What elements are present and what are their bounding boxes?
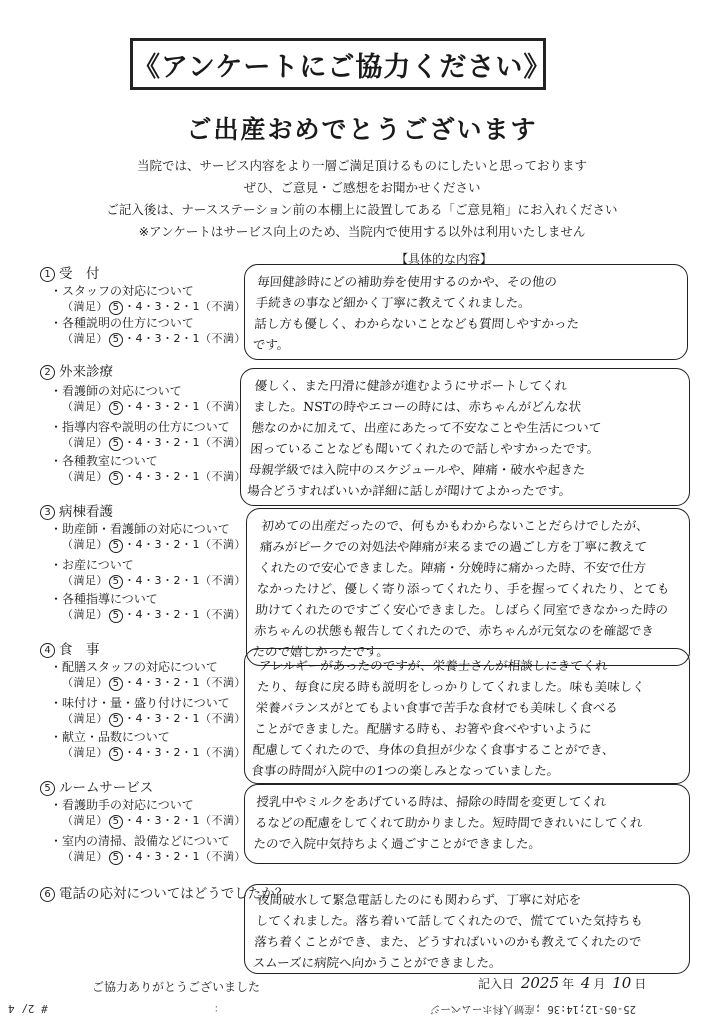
section-3-comment-box[interactable] xyxy=(246,508,690,666)
date-day: 10 xyxy=(612,974,632,992)
survey-title: 《アンケートにご協力ください》 xyxy=(130,38,546,90)
comment-line: 場合どうすればいいか詳細に話しが聞けてよかったです。 xyxy=(246,483,572,498)
section-4-title: 4 食 事 xyxy=(40,638,100,658)
comment-line: 話し方も優しく、わからないことなども質問しやすかった xyxy=(253,316,580,331)
section-5-title: 5 ルームサービス xyxy=(40,776,153,796)
comment-line: 痛みがピークでの対処法や陣痛が来るまでの過ごし方を丁寧に教えて xyxy=(259,539,648,554)
comment-line: 食事の時間が入院中の1つの楽しみとなっていました。 xyxy=(250,763,560,778)
section-number: 4 xyxy=(40,643,55,658)
section-4-item-3: ・献立・品数について xyxy=(50,730,170,744)
selected-rating: 5 xyxy=(109,575,123,589)
rating-scale[interactable]: （満足） 5 ・4・3・2・1（不満） xyxy=(62,712,246,725)
rating-scale[interactable]: （満足） 5 ・4・3・2・1（不満） xyxy=(62,608,246,621)
page-number-mark: # 2/ 4 xyxy=(8,1002,48,1015)
comment-line: るなどの配慮をしてくれて助かりました。短時間できれいにしてくれ xyxy=(254,815,644,830)
section-number: 2 xyxy=(40,365,55,380)
rating-scale[interactable]: （満足） 5 ・4・3・2・1（不満） xyxy=(62,814,246,827)
comment-line: アレルギーがあったのですが、栄養士さんが相談しにきてくれ xyxy=(258,658,609,673)
date-month: 4 xyxy=(580,974,591,992)
footer-thanks: ご協力ありがとうございました xyxy=(92,980,261,994)
selected-rating: 5 xyxy=(109,401,123,415)
section-number: 3 xyxy=(40,505,55,520)
section-2-comment-box[interactable] xyxy=(240,368,690,506)
section-1-comment-box[interactable] xyxy=(244,264,688,360)
selected-rating: 5 xyxy=(109,471,123,485)
comment-line: なかったけど、優しく寄り添ってくれたり、手を握ってくれたり、とても xyxy=(256,581,671,596)
congrats-heading: ご出産おめでとうございます xyxy=(186,115,538,144)
section-3-item-3: ・各種指導について xyxy=(50,592,158,606)
section-4-item-2: ・味付け・量・盛り付けについて xyxy=(50,696,230,710)
comment-line: 授乳中やミルクをあげている時は、掃除の時間を変更してくれ xyxy=(255,794,607,809)
comment-line: です。 xyxy=(252,337,290,352)
comment-line: 配慮してくれたので、身体の負担が少なく食事することができ、 xyxy=(252,742,616,757)
selected-rating: 5 xyxy=(109,851,123,865)
section-1-item-1: ・スタッフの対応について xyxy=(50,284,194,298)
comment-line: 手続きの事など細かく丁寧に教えてくれました。 xyxy=(255,295,532,310)
selected-rating: 5 xyxy=(109,437,123,451)
rating-scale[interactable]: （満足） 5 ・4・3・2・1（不満） xyxy=(62,470,246,483)
comment-line: 初めての出産だったので、何もかもわからないことだらけでしたが、 xyxy=(260,518,650,533)
section-2-item-1: ・看護師の対応について xyxy=(50,384,182,398)
section-5-item-1: ・看護助手の対応について xyxy=(50,798,194,812)
comment-line: 態なのかに加えて、出産にあたって不安なことや生活について xyxy=(251,420,602,435)
comment-line: 栄養バランスがとてもよい食事で苦手な食材でも美味しく食べる xyxy=(255,700,619,715)
comment-line: 助けてくれたのですごく安心できました。しばらく同室できなかった時の xyxy=(255,602,669,617)
intro-line-3: ご記入後は、ナースステーション前の本棚上に設置してある「ご意見箱」にお入れください xyxy=(106,202,618,217)
rating-scale[interactable]: （満足） 5 ・4・3・2・1（不満） xyxy=(62,850,246,863)
fax-stamp: 25-05-12;14:36 ;産婦人科ホームページ xyxy=(430,1003,636,1015)
comment-line: 赤ちゃんの状態も報告してくれたので、赤ちゃんが元気なのを確認でき xyxy=(253,623,655,638)
comment-line: たり、毎食に戻る時も説明をしっかりしてくれました。味も美味しく xyxy=(256,679,646,694)
section-3-title: 3 病棟看護 xyxy=(40,500,113,520)
intro-line-1: 当院では、サービス内容をより一層ご満足頂けるものにしたいと思っております xyxy=(136,158,587,173)
comment-line: 困っていることなども聞いてくれたので話しやすかったです。 xyxy=(249,441,600,456)
section-2-item-2: ・指導内容や説明の仕方について xyxy=(50,420,230,434)
rating-scale[interactable]: （満足） 5 ・4・3・2・1（不満） xyxy=(62,332,246,345)
section-number: 5 xyxy=(40,781,55,796)
section-number: 6 xyxy=(40,887,55,902)
intro-line-2: ぜひ、ご意見・ご感想をお聞かせください xyxy=(243,180,481,195)
section-number: 1 xyxy=(40,267,55,282)
selected-rating: 5 xyxy=(109,677,123,691)
comment-line: してくれました。落ち着いて話してくれたので、慌てていた気持ちも xyxy=(255,913,644,928)
section-1-item-2: ・各種説明の仕方について xyxy=(50,316,194,330)
comment-line: たので嬉しかったです。 xyxy=(252,644,390,659)
comment-line: たので入院中気持ちよく過ごすことができました。 xyxy=(253,836,542,851)
entry-date[interactable]: 記入日 2025 年 4 月 10 日 xyxy=(478,974,647,992)
rating-scale[interactable]: （満足） 5 ・4・3・2・1（不満） xyxy=(62,574,246,587)
rating-scale[interactable]: （満足） 5 ・4・3・2・1（不満） xyxy=(62,538,246,551)
comment-line: ました。NSTの時やエコーの時には、赤ちゃんがどんな状 xyxy=(252,399,582,414)
section-5-item-2: ・室内の清掃、設備などについて xyxy=(50,834,230,848)
section-4-item-1: ・配膳スタッフの対応について xyxy=(50,660,218,674)
comment-line: 優しく、また円滑に健診が進むようにサポートしてくれ xyxy=(254,378,568,393)
selected-rating: 5 xyxy=(109,301,123,315)
section-3-item-1: ・助産師・看護師の対応について xyxy=(50,522,230,536)
rating-scale[interactable]: （満足） 5 ・4・3・2・1（不満） xyxy=(62,676,246,689)
section-2-item-3: ・各種教室について xyxy=(50,454,158,468)
detail-header: 【具体的な内容】 xyxy=(396,252,493,266)
comment-line: 毎回健診時にどの補助券を使用するのかや、その他の xyxy=(256,274,558,289)
question-6-title: 6 電話の応対についてはどうでしたか？ xyxy=(40,882,288,902)
rating-scale[interactable]: （満足） 5 ・4・3・2・1（不満） xyxy=(62,746,246,759)
comment-line: 落ち着くことができ、また、どうすればいいのかも教えてくれたので xyxy=(253,934,642,949)
comment-line: 夜間破水して緊急電話したのにも関わらず、丁寧に対応を xyxy=(256,892,582,907)
rating-scale[interactable]: （満足） 5 ・4・3・2・1（不満） xyxy=(62,400,246,413)
section-2-title: 2 外来診療 xyxy=(40,360,113,380)
selected-rating: 5 xyxy=(109,609,123,623)
selected-rating: 5 xyxy=(109,747,123,761)
selected-rating: 5 xyxy=(109,539,123,553)
selected-rating: 5 xyxy=(109,713,123,727)
rating-scale[interactable]: （満足） 5 ・4・3・2・1（不満） xyxy=(62,300,246,313)
date-label: 記入日 xyxy=(478,977,515,991)
section-5-comment-box[interactable] xyxy=(244,784,690,864)
section-1-title: 1 受 付 xyxy=(40,262,100,282)
intro-line-4: ※アンケートはサービス向上のため、当院内で使用する以外は利用いたしません xyxy=(138,224,586,239)
selected-rating: 5 xyxy=(109,333,123,347)
section-4-comment-box[interactable] xyxy=(244,648,690,784)
comment-line: 母親学級では入院中のスケジュールや、陣痛・破水や起きた xyxy=(248,462,586,477)
comment-line: ことができました。配膳する時も、お箸や食べやすいように xyxy=(253,721,593,736)
section-3-item-2: ・お産について xyxy=(50,558,134,572)
scan-mark: ： xyxy=(214,1004,224,1015)
rating-scale[interactable]: （満足） 5 ・4・3・2・1（不満） xyxy=(62,436,246,449)
selected-rating: 5 xyxy=(109,815,123,829)
comment-line: スムーズに病院へ向かうことができました。 xyxy=(252,955,503,970)
question-6-comment-box[interactable] xyxy=(244,884,690,974)
date-year: 2025 xyxy=(520,974,560,992)
comment-line: くれたので安心できました。陣痛・分娩時に痛かった時、不安で仕方 xyxy=(257,560,647,575)
